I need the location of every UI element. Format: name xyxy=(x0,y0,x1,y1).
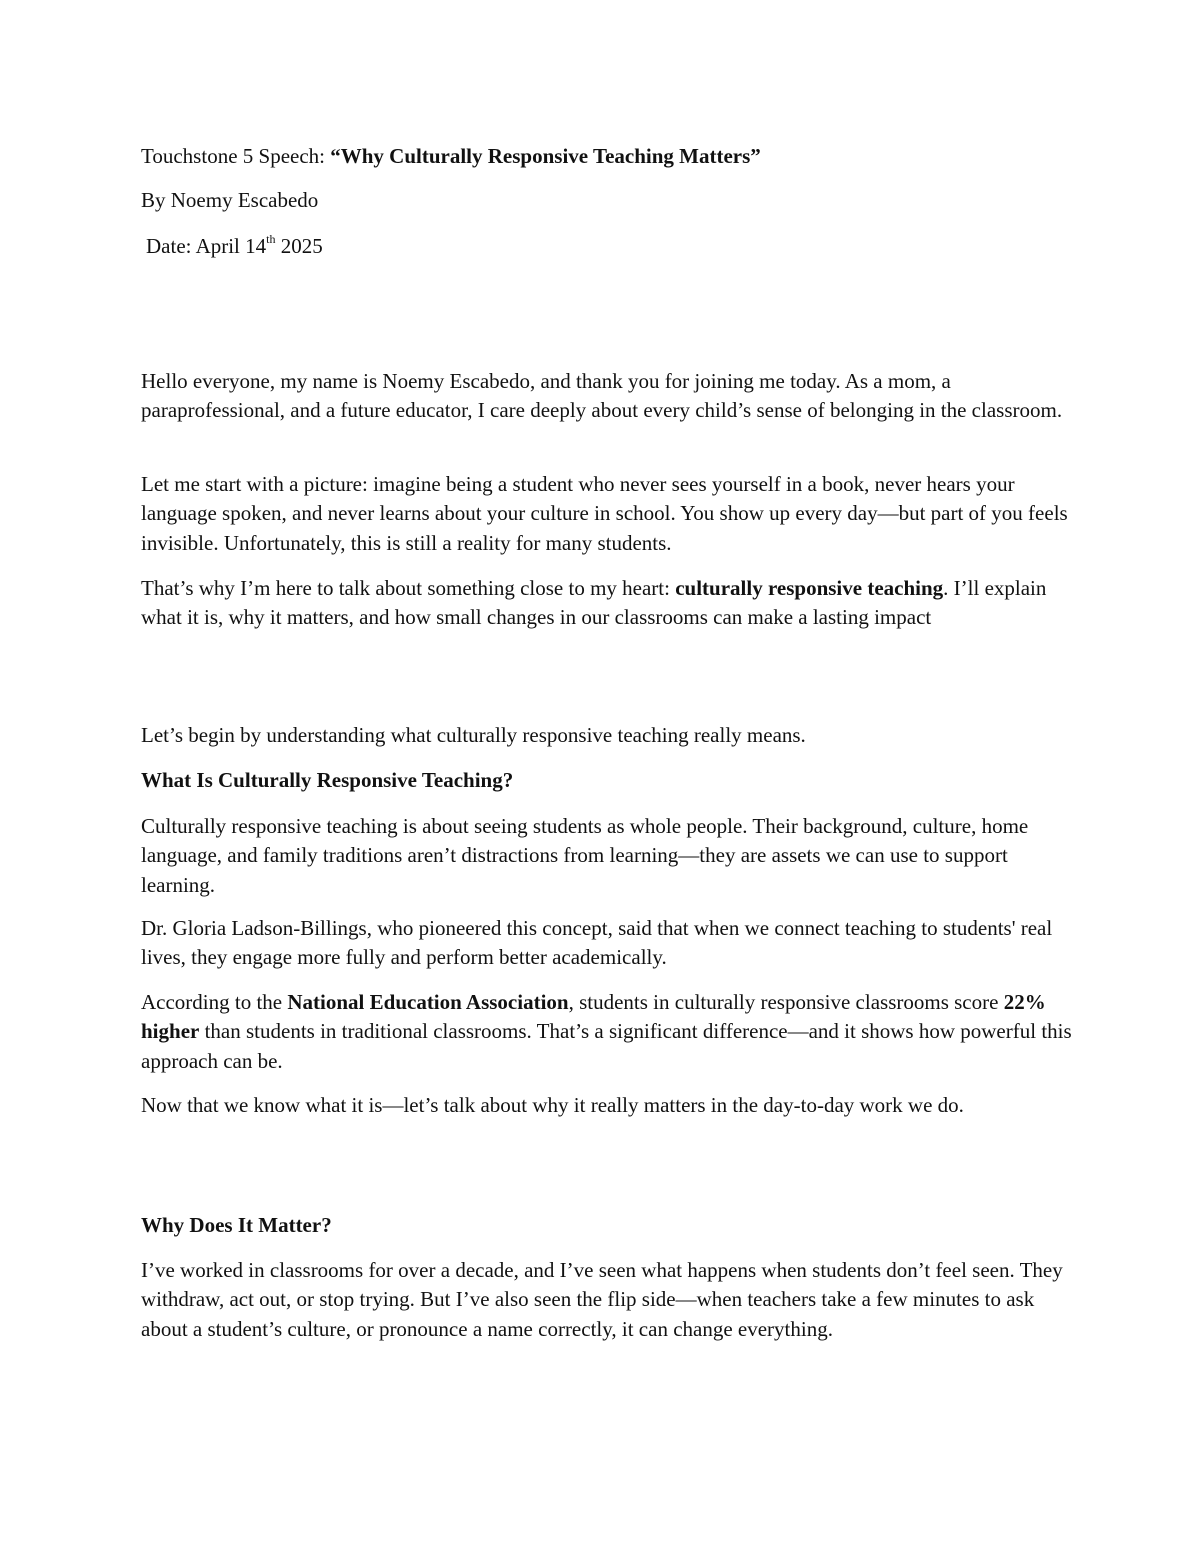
section-heading-what-is-crt: What Is Culturally Responsive Teaching? xyxy=(141,768,514,792)
section1-p3-e: than students in traditional classrooms. That’s a significant difference—and it shows how powerful this approach can be. xyxy=(141,1019,1072,1073)
transition-sentence: Let’s begin by understanding what culturally responsive teaching really means. xyxy=(141,723,806,747)
date-suffix: 2025 xyxy=(275,234,323,258)
intro-paragraph-1: Hello everyone, my name is Noemy Escabedo, and thank you for joining me today. As a mom, a paraprofessional, and a future educator, I care deeply about every child’s sense of belonging in the classroom. xyxy=(141,369,1063,423)
title-prefix: Touchstone 5 Speech: xyxy=(141,144,331,168)
intro-p3-bold: culturally responsive teaching xyxy=(675,576,944,600)
section1-p3-a: According to the xyxy=(141,990,288,1014)
section1-paragraph-4: Now that we know what it is—let’s talk about why it really matters in the day-to-day work we do. xyxy=(141,1093,964,1117)
section1-paragraph-2: Dr. Gloria Ladson-Billings, who pioneered this concept, said that when we connect teaching to students' real lives, they engage more fully and perform better academically. xyxy=(141,916,1053,970)
section1-paragraph-1: Culturally responsive teaching is about seeing students as whole people. Their background, culture, home language, and family traditions aren’t distractions from learning—they are assets we can use to support learning. xyxy=(141,814,1029,897)
date-prefix: Date: April 14 xyxy=(146,234,267,258)
section1-p3-c: , students in culturally responsive classrooms score xyxy=(568,990,1004,1014)
intro-paragraph-2: Let me start with a picture: imagine being a student who never sees yourself in a book, never hears your language spoken, and never learns about your culture in school. You show up every day—but part of you feels invisible. Unfortunately, this is still a reality for many students. xyxy=(141,472,1068,555)
section1-paragraph-3 xyxy=(141,988,1076,1076)
date-line xyxy=(146,232,323,261)
section1-p3-percent: 22% higher xyxy=(141,990,1046,1044)
intro-paragraph-3 xyxy=(141,574,1076,633)
section2-paragraph-1: I’ve worked in classrooms for over a decade, and I’ve seen what happens when students don’t feel seen. They withdraw, act out, or stop trying. But I’ve also seen the flip side—when teachers take a few minutes to ask about a student’s culture, or pronounce a name correctly, it can change everything. xyxy=(141,1258,1063,1341)
section-heading-why-it-matters: Why Does It Matter? xyxy=(141,1213,332,1237)
intro-p3-before: That’s why I’m here to talk about something close to my heart: xyxy=(141,576,676,600)
author-line: By Noemy Escabedo xyxy=(141,188,319,212)
date-superscript: th xyxy=(266,232,276,246)
section1-p3-nea: National Education Association xyxy=(287,990,569,1014)
title-main: “Why Culturally Responsive Teaching Matters” xyxy=(330,144,761,168)
intro-p3-after: . I’ll explain what it is, why it matters, and how small changes in our classrooms can make a lasting impact xyxy=(141,576,1047,630)
document-title xyxy=(141,142,761,171)
